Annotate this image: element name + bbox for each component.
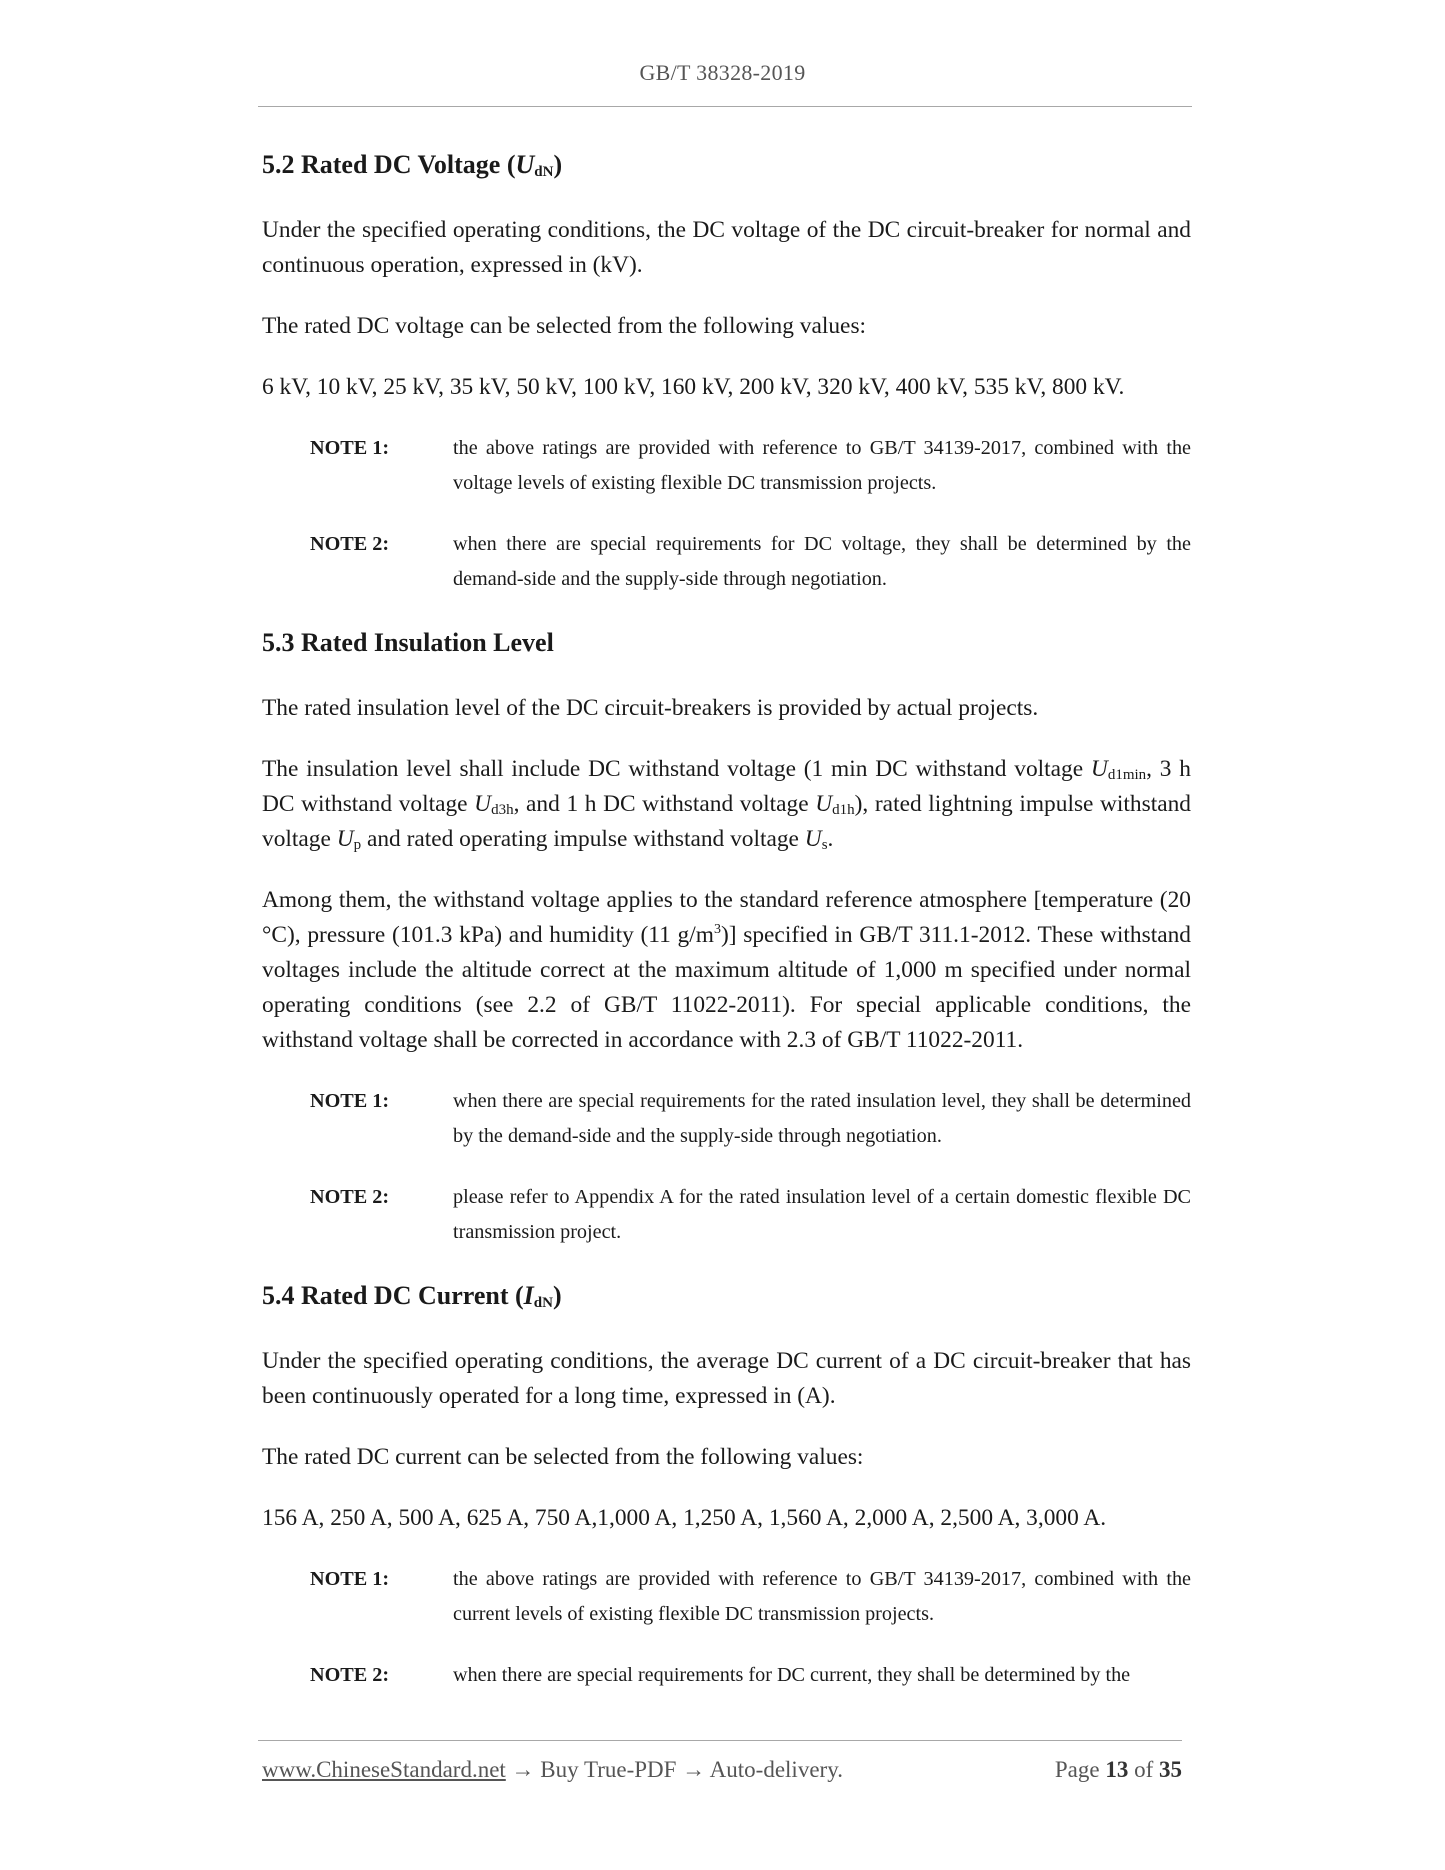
section-5-2-para-1: Under the specified operating conditions, the DC voltage of the DC circuit-breaker for normal and continuous operation, expressed in (kV). xyxy=(262,217,1191,278)
section-5-4-values: 156 A, 250 A, 500 A, 625 A, 750 A,1,000 A, 1,250 A, 1,560 A, 2,000 A, 2,500 A, 3,000 A. xyxy=(262,1505,1107,1531)
note-text: the above ratings are provided with reference to GB/T 34139-2017, combined with the voltage levels of existing flexible DC transmission projects. xyxy=(453,437,1191,494)
note-text: when there are special requirements for DC current, they shall be determined by the xyxy=(453,1664,1131,1686)
arrow-icon: → xyxy=(676,1757,710,1782)
page-header: GB/T 38328-2019 xyxy=(639,60,806,85)
note-label: NOTE 1: xyxy=(310,437,390,459)
section-5-3-para-2: The insulation level shall include DC withstand voltage (1 min DC withstand voltage $U_{d1min}$, 3 h DC withstand voltage $U_{d3h}$, and 1 h DC withstand voltage $U_{d1h}$), rated lightning impulse withstand voltage $U_p$ and rated operating impulse withstand voltage $U_s$. xyxy=(262,756,1192,853)
section-5-2-para-2: The rated DC voltage can be selected from the following values: xyxy=(262,313,867,339)
note-label: NOTE 2: xyxy=(310,1664,390,1686)
page-number: Page 13 of 35 xyxy=(1054,1757,1182,1782)
note-text: the above ratings are provided with reference to GB/T 34139-2017, combined with the current levels of existing flexible DC transmission projects. xyxy=(453,1568,1191,1625)
section-5-3-note-1 xyxy=(310,1084,1191,1154)
note-text: please refer to Appendix A for the rated insulation level of a certain domestic flexible DC transmission project. xyxy=(453,1186,1191,1243)
section-5-4-para-1: Under the specified operating conditions, the average DC current of a DC circuit-breaker that has been continuously operated for a long time, expressed in (A). xyxy=(262,1348,1191,1409)
section-5-2-note-2 xyxy=(310,527,1191,597)
section-5-3-para-3: Among them, the withstand voltage applies to the standard reference atmosphere [temperature (20 °C), pressure (101.3 kPa) and humidity (11 $g/m^3$)] specified in GB/T 311.1-2012. These withstand voltages include the altitude correct at the maximum altitude of 1,000 m specified under normal operating conditions (see 2.2 of GB/T 11022-2011). For special applicable conditions, the withstand voltage shall be corrected in accordance with 2.3 of GB/T 11022-2011. xyxy=(262,887,1191,1053)
note-text: when there are special requirements for DC voltage, they shall be determined by the demand-side and the supply-side through negotiation. xyxy=(453,533,1191,590)
arrow-icon: → xyxy=(505,1757,541,1782)
footer-rule xyxy=(258,1740,1182,1741)
section-5-3-para-1: The rated insulation level of the DC circuit-breakers is provided by actual projects. xyxy=(262,695,1039,721)
header-rule xyxy=(258,106,1192,107)
section-5-3-note-2 xyxy=(310,1180,1191,1250)
delivery-text: Auto-delivery. xyxy=(709,1757,843,1782)
section-5-4-heading: 5.4 Rated DC Current $(I_{dN})$ xyxy=(262,1281,562,1311)
note-label: NOTE 2: xyxy=(310,533,390,555)
section-5-2-heading: 5.2 Rated DC Voltage $(U_{dN})$ xyxy=(262,150,563,180)
page-content xyxy=(262,145,1191,1693)
section-5-4-note-1 xyxy=(310,1562,1191,1632)
note-label: NOTE 1: xyxy=(310,1568,390,1590)
note-label: NOTE 1: xyxy=(310,1090,390,1112)
buy-text: Buy True-PDF xyxy=(540,1757,677,1782)
section-5-4-note-2 xyxy=(310,1658,1191,1693)
section-5-2-values: 6 kV, 10 kV, 25 kV, 35 kV, 50 kV, 100 kV, 160 kV, 200 kV, 320 kV, 400 kV, 535 kV, 800 kV. xyxy=(262,374,1125,400)
section-5-2-note-1 xyxy=(310,431,1191,501)
section-5-4-para-2: The rated DC current can be selected from the following values: xyxy=(262,1444,864,1470)
note-label: NOTE 2: xyxy=(310,1186,390,1208)
page-footer xyxy=(262,1757,1182,1783)
site-link[interactable]: www.ChineseStandard.net xyxy=(262,1757,506,1782)
section-5-3-heading: 5.3 Rated Insulation Level xyxy=(262,628,554,657)
note-text: when there are special requirements for the rated insulation level, they shall be determined by the demand-side and the supply-side through negotiation. xyxy=(453,1090,1191,1147)
